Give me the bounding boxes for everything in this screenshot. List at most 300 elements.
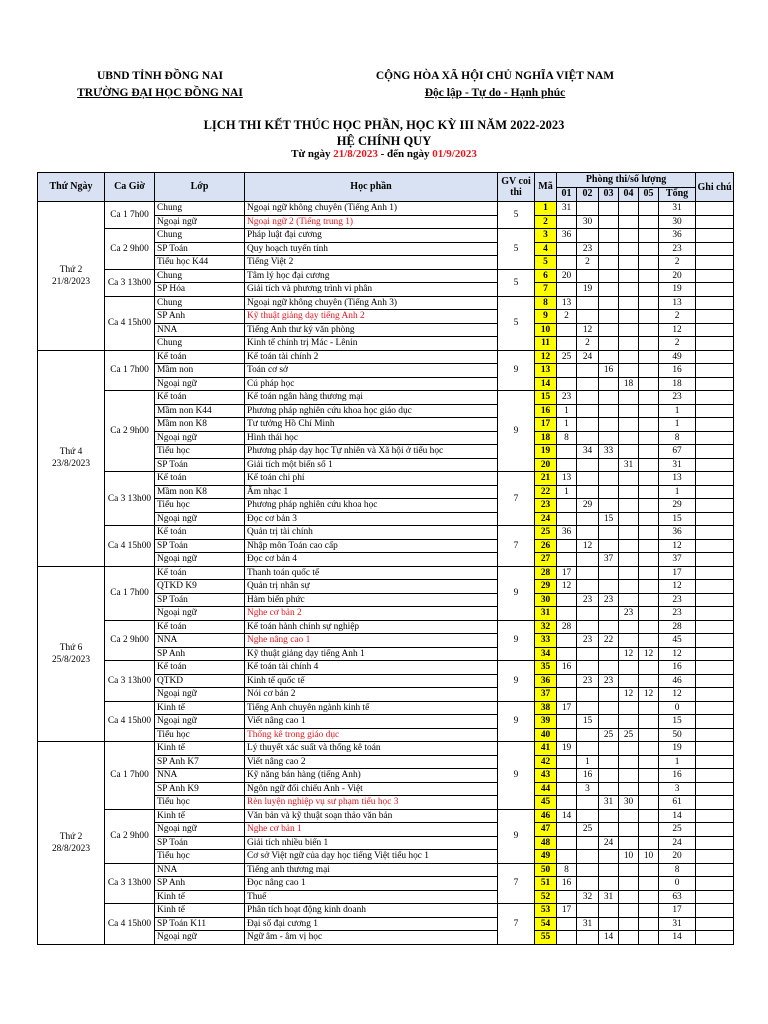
total-cell: 25 — [659, 823, 696, 837]
room-count-cell — [639, 809, 659, 823]
exam-code-cell: 6 — [535, 269, 557, 283]
course-cell: Tiếng Anh chuyên ngành kinh tế — [245, 701, 498, 715]
total-cell: 13 — [659, 472, 696, 486]
exam-code-cell: 19 — [535, 445, 557, 459]
course-cell: Kỹ năng bán hàng (tiếng Anh) — [245, 769, 498, 783]
note-cell — [696, 890, 734, 904]
room-count-cell — [599, 863, 619, 877]
class-cell: SP Toán — [155, 539, 245, 553]
room-count-cell — [619, 742, 639, 756]
room-count-cell — [577, 458, 599, 472]
room-count-cell — [577, 472, 599, 486]
room-count-cell: 24 — [599, 836, 619, 850]
exam-code-cell: 3 — [535, 229, 557, 243]
room-count-cell — [599, 823, 619, 837]
class-cell: Kinh tế — [155, 701, 245, 715]
room-count-cell: 18 — [619, 377, 639, 391]
room-count-cell — [639, 620, 659, 634]
total-cell: 20 — [659, 269, 696, 283]
room-count-cell — [619, 526, 639, 540]
total-cell: 1 — [659, 755, 696, 769]
schedule-row — [38, 296, 734, 310]
schedule-row — [38, 701, 734, 715]
room-count-cell — [619, 350, 639, 364]
room-count-cell — [639, 661, 659, 675]
date-from-label: Từ ngày — [291, 148, 334, 160]
class-cell: SP Toán — [155, 836, 245, 850]
room-count-cell — [557, 364, 577, 378]
room-count-cell: 12 — [619, 688, 639, 702]
room-count-cell — [639, 769, 659, 783]
room-count-cell — [639, 472, 659, 486]
exam-code-cell: 30 — [535, 593, 557, 607]
class-cell: SP Anh — [155, 310, 245, 324]
total-cell: 46 — [659, 674, 696, 688]
room-count-cell — [557, 634, 577, 648]
exam-day-cell: Thứ 2 21/8/2023 — [38, 202, 105, 351]
exam-code-cell: 51 — [535, 877, 557, 891]
room-count-cell: 3 — [577, 782, 599, 796]
schedule-row — [38, 526, 734, 540]
session-cell: Ca 2 9h00 — [105, 620, 155, 661]
room-count-cell — [639, 796, 659, 810]
total-cell: 28 — [659, 620, 696, 634]
room-count-cell — [577, 310, 599, 324]
room-count-cell — [577, 836, 599, 850]
course-cell: Nghe cơ bản 1 — [245, 823, 498, 837]
total-cell: 31 — [659, 917, 696, 931]
note-cell — [696, 485, 734, 499]
room-count-cell — [619, 539, 639, 553]
room-count-cell — [639, 742, 659, 756]
room-count-cell — [619, 661, 639, 675]
room-count-cell: 13 — [557, 296, 577, 310]
room-count-cell — [557, 445, 577, 459]
course-cell: Kế toán ngân hàng thương mại — [245, 391, 498, 405]
note-cell — [696, 796, 734, 810]
room-count-cell — [557, 647, 577, 661]
room-count-cell — [619, 917, 639, 931]
col-header-rooms: Phòng thi/số lượng — [557, 173, 696, 188]
room-count-cell — [599, 661, 619, 675]
note-cell — [696, 782, 734, 796]
room-count-cell: 8 — [557, 863, 577, 877]
schedule-row — [38, 566, 734, 580]
proctor-count-cell: 9 — [498, 742, 535, 810]
total-cell: 37 — [659, 553, 696, 567]
room-count-cell — [599, 391, 619, 405]
exam-code-cell: 53 — [535, 904, 557, 918]
room-count-cell — [639, 377, 659, 391]
note-cell — [696, 512, 734, 526]
note-cell — [696, 391, 734, 405]
class-cell: Mầm non — [155, 364, 245, 378]
date-to: 01/9/2023 — [432, 148, 477, 160]
course-cell: Viết nâng cao 1 — [245, 715, 498, 729]
room-count-cell: 31 — [619, 458, 639, 472]
total-cell: 50 — [659, 728, 696, 742]
exam-code-cell: 39 — [535, 715, 557, 729]
course-cell: Giải tích một biến số 1 — [245, 458, 498, 472]
class-cell: QTKD K9 — [155, 580, 245, 594]
note-cell — [696, 337, 734, 351]
room-count-cell: 25 — [599, 728, 619, 742]
room-count-cell: 23 — [577, 593, 599, 607]
room-count-cell — [599, 809, 619, 823]
room-count-cell — [619, 836, 639, 850]
room-count-cell — [639, 485, 659, 499]
note-cell — [696, 688, 734, 702]
class-cell: Mầm non K44 — [155, 404, 245, 418]
room-count-cell — [639, 836, 659, 850]
schedule-row — [38, 809, 734, 823]
room-count-cell — [619, 620, 639, 634]
total-cell: 23 — [659, 242, 696, 256]
room-count-cell — [619, 445, 639, 459]
course-cell: Hình thái học — [245, 431, 498, 445]
room-count-cell — [557, 593, 577, 607]
room-count-cell — [619, 809, 639, 823]
room-count-cell: 33 — [599, 445, 619, 459]
room-count-cell — [577, 364, 599, 378]
room-count-cell — [577, 850, 599, 864]
room-count-cell — [599, 782, 619, 796]
course-cell: Kế toán tài chính 4 — [245, 661, 498, 675]
schedule-row — [38, 202, 734, 216]
course-cell: Nghe cơ bản 2 — [245, 607, 498, 621]
room-count-cell: 36 — [557, 229, 577, 243]
schedule-row — [38, 661, 734, 675]
course-cell: Đại số đại cương 1 — [245, 917, 498, 931]
room-count-cell: 16 — [557, 661, 577, 675]
class-cell: Kinh tế — [155, 904, 245, 918]
note-cell — [696, 931, 734, 945]
class-cell: SP Toán K11 — [155, 917, 245, 931]
total-cell: 19 — [659, 283, 696, 297]
class-cell: Tiểu học — [155, 728, 245, 742]
class-cell: Kế toán — [155, 526, 245, 540]
exam-code-cell: 1 — [535, 202, 557, 216]
date-range — [0, 148, 768, 160]
course-cell: Nhập môn Toán cao cấp — [245, 539, 498, 553]
exam-code-cell: 45 — [535, 796, 557, 810]
room-count-cell: 17 — [557, 904, 577, 918]
room-count-cell — [557, 728, 577, 742]
room-count-cell — [639, 283, 659, 297]
room-count-cell — [599, 580, 619, 594]
room-count-cell — [619, 580, 639, 594]
schedule-row — [38, 904, 734, 918]
schedule-row — [38, 229, 734, 243]
room-count-cell — [619, 215, 639, 229]
room-count-cell — [619, 283, 639, 297]
note-cell — [696, 323, 734, 337]
col-header-code: Mã — [535, 173, 557, 202]
exam-day-cell: Thứ 2 28/8/2023 — [38, 742, 105, 945]
room-count-cell — [639, 242, 659, 256]
note-cell — [696, 215, 734, 229]
room-count-cell — [577, 553, 599, 567]
class-cell: SP Toán — [155, 458, 245, 472]
course-cell: Kinh tế chính trị Mác - Lênin — [245, 337, 498, 351]
total-cell: 1 — [659, 404, 696, 418]
room-count-cell — [619, 485, 639, 499]
issuer-university: TRƯỜNG ĐẠI HỌC ĐỒNG NAI — [77, 87, 243, 99]
room-count-cell — [599, 850, 619, 864]
room-count-cell — [639, 890, 659, 904]
total-cell: 30 — [659, 215, 696, 229]
note-cell — [696, 458, 734, 472]
room-count-cell — [557, 458, 577, 472]
note-cell — [696, 580, 734, 594]
class-cell: Ngoại ngữ — [155, 553, 245, 567]
room-count-cell — [599, 229, 619, 243]
exam-code-cell: 11 — [535, 337, 557, 351]
room-count-cell — [577, 526, 599, 540]
room-count-cell — [577, 202, 599, 216]
room-count-cell: 37 — [599, 553, 619, 567]
class-cell: Kinh tế — [155, 809, 245, 823]
room-count-cell — [599, 418, 619, 432]
session-cell: Ca 4 15h00 — [105, 904, 155, 945]
room-count-cell — [599, 296, 619, 310]
room-count-cell — [599, 539, 619, 553]
room-count-cell — [639, 337, 659, 351]
course-cell: Pháp luật đại cương — [245, 229, 498, 243]
course-cell: Kỹ thuật giảng dạy tiếng Anh 1 — [245, 647, 498, 661]
room-count-cell: 17 — [557, 701, 577, 715]
total-cell: 29 — [659, 499, 696, 513]
room-count-cell — [577, 701, 599, 715]
room-count-cell — [577, 229, 599, 243]
room-count-cell: 2 — [577, 337, 599, 351]
proctor-count-cell: 7 — [498, 904, 535, 945]
course-cell: Tư tưởng Hồ Chí Minh — [245, 418, 498, 432]
exam-code-cell: 34 — [535, 647, 557, 661]
room-count-cell — [639, 701, 659, 715]
document-title — [0, 117, 768, 149]
course-cell: Phân tích hoạt động kinh doanh — [245, 904, 498, 918]
schedule-row — [38, 863, 734, 877]
note-cell — [696, 809, 734, 823]
room-count-cell — [557, 688, 577, 702]
total-cell: 14 — [659, 931, 696, 945]
total-cell: 13 — [659, 296, 696, 310]
session-cell: Ca 2 9h00 — [105, 809, 155, 863]
room-count-cell — [639, 877, 659, 891]
room-count-cell — [577, 688, 599, 702]
note-cell — [696, 242, 734, 256]
total-cell: 2 — [659, 310, 696, 324]
room-count-cell — [619, 877, 639, 891]
room-count-cell — [599, 701, 619, 715]
room-count-cell — [577, 661, 599, 675]
room-count-cell: 23 — [557, 391, 577, 405]
room-count-cell — [639, 202, 659, 216]
room-count-cell: 16 — [557, 877, 577, 891]
room-count-cell: 12 — [557, 580, 577, 594]
room-count-cell — [639, 904, 659, 918]
room-count-cell — [577, 647, 599, 661]
class-cell: Ngoại ngữ — [155, 688, 245, 702]
schedule-row — [38, 472, 734, 486]
room-count-cell — [557, 499, 577, 513]
room-count-cell — [599, 242, 619, 256]
note-cell — [696, 769, 734, 783]
course-cell: Viết nâng cao 2 — [245, 755, 498, 769]
exam-code-cell: 33 — [535, 634, 557, 648]
total-cell: 49 — [659, 350, 696, 364]
note-cell — [696, 350, 734, 364]
class-cell: SP Anh — [155, 877, 245, 891]
room-count-cell — [599, 202, 619, 216]
proctor-count-cell: 9 — [498, 391, 535, 472]
room-count-cell: 31 — [577, 917, 599, 931]
total-cell: 8 — [659, 863, 696, 877]
session-cell: Ca 3 13h00 — [105, 661, 155, 702]
room-count-cell: 23 — [577, 634, 599, 648]
total-cell: 8 — [659, 431, 696, 445]
exam-code-cell: 50 — [535, 863, 557, 877]
room-count-cell — [599, 256, 619, 270]
room-count-cell — [599, 458, 619, 472]
note-cell — [696, 431, 734, 445]
exam-code-cell: 15 — [535, 391, 557, 405]
room-count-cell — [599, 647, 619, 661]
room-count-cell — [577, 877, 599, 891]
col-header-room-02: 02 — [577, 187, 599, 202]
room-count-cell: 14 — [599, 931, 619, 945]
exam-code-cell: 43 — [535, 769, 557, 783]
course-cell: Toán cơ sở — [245, 364, 498, 378]
total-cell: 12 — [659, 688, 696, 702]
exam-code-cell: 13 — [535, 364, 557, 378]
course-cell: Ngoại ngữ không chuyên (Tiếng Anh 3) — [245, 296, 498, 310]
class-cell: SP Hóa — [155, 283, 245, 297]
course-cell: Ngữ âm - âm vị học — [245, 931, 498, 945]
room-count-cell: 19 — [557, 742, 577, 756]
proctor-count-cell: 9 — [498, 809, 535, 863]
room-count-cell — [639, 296, 659, 310]
proctor-count-cell: 5 — [498, 229, 535, 270]
class-cell: Mầm non K8 — [155, 485, 245, 499]
course-cell: Đọc cơ bản 4 — [245, 553, 498, 567]
room-count-cell — [557, 337, 577, 351]
room-count-cell: 12 — [577, 323, 599, 337]
room-count-cell — [577, 728, 599, 742]
room-count-cell — [557, 782, 577, 796]
room-count-cell — [599, 620, 619, 634]
total-cell: 16 — [659, 661, 696, 675]
total-cell: 17 — [659, 904, 696, 918]
room-count-cell — [557, 674, 577, 688]
exam-code-cell: 44 — [535, 782, 557, 796]
total-cell: 45 — [659, 634, 696, 648]
room-count-cell: 15 — [599, 512, 619, 526]
room-count-cell — [577, 404, 599, 418]
room-count-cell — [619, 755, 639, 769]
proctor-count-cell: 9 — [498, 701, 535, 742]
room-count-cell: 12 — [639, 647, 659, 661]
class-cell: Ngoại ngữ — [155, 715, 245, 729]
total-cell: 16 — [659, 364, 696, 378]
room-count-cell — [639, 715, 659, 729]
note-cell — [696, 283, 734, 297]
class-cell: Kế toán — [155, 566, 245, 580]
session-cell: Ca 2 9h00 — [105, 391, 155, 472]
room-count-cell — [619, 431, 639, 445]
proctor-count-cell: 9 — [498, 620, 535, 661]
room-count-cell — [639, 229, 659, 243]
class-cell: Tiểu học — [155, 850, 245, 864]
room-count-cell — [619, 364, 639, 378]
course-cell: Kế toán hành chính sự nghiệp — [245, 620, 498, 634]
room-count-cell — [639, 431, 659, 445]
room-count-cell — [619, 337, 639, 351]
class-cell: Tiểu học — [155, 499, 245, 513]
total-cell: 1 — [659, 485, 696, 499]
room-count-cell — [599, 283, 619, 297]
room-count-cell — [557, 539, 577, 553]
room-count-cell — [557, 890, 577, 904]
course-cell: Thanh toán quốc tế — [245, 566, 498, 580]
room-count-cell — [599, 350, 619, 364]
course-cell: Giải tích nhiều biến 1 — [245, 836, 498, 850]
room-count-cell: 1 — [577, 755, 599, 769]
room-count-cell: 23 — [577, 674, 599, 688]
total-cell: 15 — [659, 512, 696, 526]
total-cell: 12 — [659, 647, 696, 661]
proctor-count-cell: 7 — [498, 472, 535, 526]
room-count-cell: 34 — [577, 445, 599, 459]
room-count-cell — [619, 782, 639, 796]
room-count-cell: 28 — [557, 620, 577, 634]
room-count-cell — [619, 566, 639, 580]
course-cell: Đọc nâng cao 1 — [245, 877, 498, 891]
note-cell — [696, 472, 734, 486]
session-cell: Ca 2 9h00 — [105, 229, 155, 270]
exam-code-cell: 14 — [535, 377, 557, 391]
room-count-cell — [557, 377, 577, 391]
room-count-cell: 36 — [557, 526, 577, 540]
room-count-cell: 23 — [577, 242, 599, 256]
national-motto: Độc lập - Tự do - Hạnh phúc — [424, 87, 566, 99]
note-cell — [696, 742, 734, 756]
exam-code-cell: 41 — [535, 742, 557, 756]
class-cell: NNA — [155, 863, 245, 877]
class-cell: Mầm non K8 — [155, 418, 245, 432]
room-count-cell — [619, 674, 639, 688]
room-count-cell: 31 — [599, 890, 619, 904]
national-name: CỘNG HÒA XÃ HỘI CHỦ NGHĨA VIỆT NAM — [375, 70, 615, 82]
course-cell: Tâm lý học đại cương — [245, 269, 498, 283]
note-cell — [696, 728, 734, 742]
class-cell: Kinh tế — [155, 742, 245, 756]
total-cell: 67 — [659, 445, 696, 459]
room-count-cell — [599, 404, 619, 418]
room-count-cell — [599, 877, 619, 891]
exam-code-cell: 2 — [535, 215, 557, 229]
room-count-cell — [639, 350, 659, 364]
room-count-cell — [577, 512, 599, 526]
class-cell: QTKD — [155, 674, 245, 688]
room-count-cell — [599, 688, 619, 702]
room-count-cell: 10 — [619, 850, 639, 864]
room-count-cell: 1 — [557, 418, 577, 432]
course-cell: Quản trị tài chính — [245, 526, 498, 540]
schedule-row — [38, 350, 734, 364]
room-count-cell — [619, 256, 639, 270]
